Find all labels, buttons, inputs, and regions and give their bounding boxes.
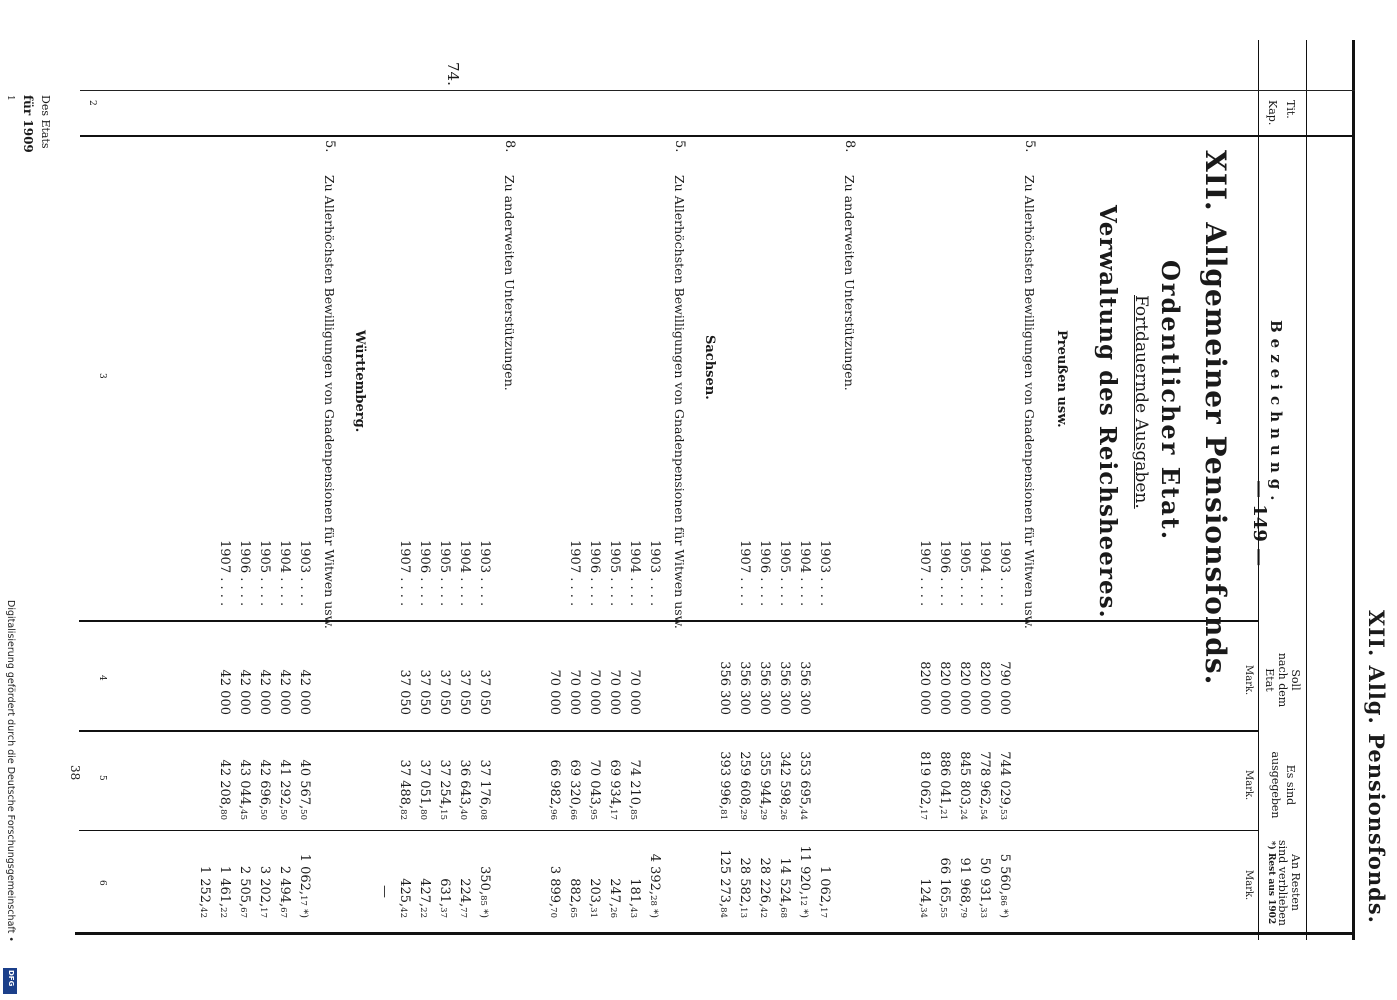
row-ausgegeben-main: 36 643, (457, 759, 472, 810)
row-soll: 37 050 (417, 669, 432, 715)
row-rest-cents: 12 (798, 895, 808, 906)
row-rest-cents: 65 (568, 907, 578, 918)
header-rest-l1: An Resten (1289, 854, 1302, 911)
sec5-tit: 5. (322, 140, 337, 153)
dfg-logo-text: DFG (7, 970, 15, 987)
col-num-3: 3 (97, 373, 107, 379)
row-rest (257, 866, 272, 918)
row-rest (627, 878, 642, 918)
row-rest-main: 427, (417, 878, 432, 908)
row-ausgegeben-cents: 66 (568, 809, 578, 820)
row-rest-cents: 77 (458, 907, 468, 918)
row-ausgegeben (607, 760, 622, 820)
row-rest-cents: 68 (778, 907, 788, 918)
title-fortdauernd: Fortdauernde Ausgaben. (1131, 295, 1151, 509)
row-rest (217, 866, 232, 918)
row-rest-footnote-mark: *) (478, 905, 489, 918)
row-ausgegeben-main: 42 696, (257, 759, 272, 810)
row-ausgegeben-cents: 29 (758, 809, 768, 820)
row-rest-footnote-mark: *) (648, 905, 659, 918)
row-rest-main: 4 392, (647, 853, 662, 896)
row-rest-cents: 22 (418, 907, 428, 918)
row-ausgegeben-main: 43 044, (237, 759, 252, 810)
row-year: 1907 . . . . (917, 540, 932, 607)
row-year: 1903 . . . . (817, 540, 832, 607)
row-soll: 42 000 (237, 669, 252, 715)
row-year: 1906 . . . . (587, 540, 602, 607)
row-ausgegeben-main: 69 934, (607, 759, 622, 810)
page-number: — 149 — (1249, 480, 1270, 567)
header-soll-l1: Soll (1289, 669, 1302, 691)
row-rest (587, 878, 602, 918)
row-ausgegeben (917, 751, 932, 820)
row-rest (647, 854, 662, 918)
row-rest-main: 425, (397, 878, 412, 908)
sec2-tit: 8. (842, 140, 857, 153)
header-tit: Tit. (1284, 100, 1297, 119)
row-rest-cents: 43 (628, 907, 638, 918)
row-rest-cents: 86 (998, 895, 1008, 906)
col-num-6: 6 (97, 880, 107, 886)
table-right-rule (75, 932, 1355, 935)
row-ausgegeben-main: 778 962, (977, 751, 992, 810)
row-ausgegeben-cents: 80 (418, 809, 428, 820)
row-rest (977, 858, 992, 918)
title-ordentlich: Ordentlicher Etat. (1156, 260, 1185, 542)
row-rest-extra-cents: 42 (198, 907, 208, 918)
sec5-label: Zu Allerhöchsten Bewilligungen von Gnadenpensionen für Witwen usw. (322, 175, 337, 629)
row-ausgegeben-cents: 82 (398, 809, 408, 820)
row-ausgegeben-cents: 80 (218, 809, 228, 820)
row-rest-cents: 55 (938, 907, 948, 918)
row-ausgegeben-extra-main: 66 982, (547, 759, 562, 810)
row-rest-extra (547, 866, 562, 918)
row-soll: 820 000 (917, 661, 932, 715)
row-ausgegeben (737, 751, 752, 820)
row-rest-extra-main: 3 899, (547, 865, 562, 908)
title-main: XII. Allgemeiner Pensionsfonds. (1199, 150, 1232, 686)
row-rest-cents: 34 (918, 907, 928, 918)
row-ausgegeben-cents: 44 (798, 809, 808, 820)
row-rest-main: 50 931, (977, 857, 992, 908)
dfg-sidebar (2, 600, 18, 996)
row-rest-main: 28 226, (757, 857, 772, 908)
row-year: 1904 . . . . (797, 540, 812, 607)
row-rest-cents: 67 (278, 907, 288, 918)
row-ausgegeben (977, 751, 992, 820)
row-soll: 790 000 (997, 661, 1012, 715)
header-bezeichnung: Bezeichnung. (1267, 320, 1285, 507)
row-ausgegeben-main: 40 567, (297, 759, 312, 810)
row-ausgegeben-cents: 50 (278, 809, 288, 820)
row-rest-cents: 33 (978, 907, 988, 918)
header-ausg-l2: ausgegeben (1269, 751, 1282, 819)
row-year: 1903 . . . . (997, 540, 1012, 607)
row-rest-main: 203, (587, 878, 602, 908)
row-year: 1905 . . . . (607, 540, 622, 607)
row-ausgegeben (757, 751, 772, 820)
row-rest-cents: 13 (738, 907, 748, 918)
col-sep-kap (80, 90, 1355, 91)
row-year: 1904 . . . . (977, 540, 992, 607)
row-rest-main: 224, (457, 878, 472, 908)
col-num-1: 1 (5, 95, 15, 101)
row-year: 1905 . . . . (437, 540, 452, 607)
row-year: 1904 . . . . (277, 540, 292, 607)
row-ausgegeben-main: 886 041, (937, 751, 952, 810)
kap-number: 74. (444, 62, 462, 86)
row-rest (607, 878, 622, 918)
col-sep-rest (79, 830, 1259, 831)
row-ausgegeben-extra-cents: 96 (548, 809, 558, 820)
row-soll: 70 000 (607, 669, 622, 715)
row-rest (737, 858, 752, 918)
row-rest (297, 854, 312, 918)
row-rest (237, 866, 252, 918)
row-rest (917, 878, 932, 918)
row-soll: 70 000 (627, 669, 642, 715)
row-year: 1904 . . . . (457, 540, 472, 607)
row-rest-cents: 17 (818, 907, 828, 918)
row-year: 1903 . . . . (477, 540, 492, 607)
sec4-tit: 8. (502, 140, 517, 153)
col-sep-header (80, 135, 1355, 137)
row-rest-main: 2 505, (237, 865, 252, 908)
row-year: 1906 . . . . (417, 540, 432, 607)
row-rest-cents: 37 (438, 907, 448, 918)
row-year: 1906 . . . . (937, 540, 952, 607)
row-rest-main: 3 202, (257, 865, 272, 908)
row-rest-extra-main: 125 273, (717, 849, 732, 908)
row-ausgegeben-cents: 50 (298, 809, 308, 820)
header-soll-l2: nach dem (1276, 652, 1289, 708)
row-ausgegeben (417, 760, 432, 820)
row-year: 1907 . . . . (397, 540, 412, 607)
header-rest-l3: *) Rest aus 1902 (1266, 840, 1276, 925)
row-year: 1904 . . . . (627, 540, 642, 607)
row-ausgegeben-cents: 17 (918, 809, 928, 820)
row-soll: 356 300 (737, 661, 752, 715)
sec3-label: Zu Allerhöchsten Bewilligungen von Gnadenpensionen für Witwen usw. (672, 175, 687, 629)
row-rest-cents: 79 (958, 907, 968, 918)
row-rest-main: 247, (607, 878, 622, 908)
row-ausgegeben-cents: 17 (608, 809, 618, 820)
row-soll: 70 000 (567, 669, 582, 715)
row-ausgegeben-main: 845 803, (957, 751, 972, 810)
row-ausgegeben (437, 760, 452, 820)
row-ausgegeben-cents: 40 (458, 809, 468, 820)
row-ausgegeben (397, 760, 412, 820)
header-rest-l2: sind verblieben (1276, 840, 1289, 926)
row-ausgegeben-cents: 85 (628, 809, 638, 820)
row-ausgegeben-main: 69 320, (567, 759, 582, 810)
unit-ausg: Mark. (1243, 770, 1254, 801)
row-ausgegeben-cents: 26 (778, 809, 788, 820)
row-ausgegeben (257, 760, 272, 820)
row-ausgegeben-main: 353 695, (797, 751, 812, 810)
row-ausgegeben (777, 751, 792, 820)
row-rest (417, 878, 432, 918)
row-rest (797, 845, 812, 918)
row-ausgegeben-main: 342 598, (777, 751, 792, 810)
row-rest-cents: 42 (398, 907, 408, 918)
title-verwaltung: Verwaltung des Reichsheeres. (1094, 205, 1121, 619)
row-soll: 37 050 (477, 669, 492, 715)
unit-soll: Mark. (1243, 665, 1254, 696)
row-rest (937, 858, 952, 918)
sec3-tit: 5. (672, 140, 687, 153)
row-year: 1905 . . . . (777, 540, 792, 607)
row-rest-cents: 26 (608, 907, 618, 918)
row-rest (397, 878, 412, 918)
row-rest-extra-cents: 70 (548, 907, 558, 918)
header-kap: Kap. (1266, 100, 1279, 126)
row-soll: 42 000 (297, 669, 312, 715)
row-soll: 37 050 (437, 669, 452, 715)
row-rest (277, 866, 292, 918)
row-rest-cents: 67 (238, 907, 248, 918)
row-soll: 356 300 (797, 661, 812, 715)
row-year: 1903 . . . . (647, 540, 662, 607)
row-rest (757, 858, 772, 918)
row-rest-cents: 31 (588, 907, 598, 918)
header-soll-l3: Etat (1263, 668, 1276, 692)
row-soll: 820 000 (977, 661, 992, 715)
row-soll-extra: 356 300 (717, 661, 732, 715)
row-ausgegeben-cents: 95 (588, 809, 598, 820)
unit-rest: Mark. (1243, 870, 1254, 901)
row-rest-cents: 22 (218, 907, 228, 918)
row-ausgegeben-main: 70 043, (587, 759, 602, 810)
row-rest-dash: — (377, 885, 392, 898)
row-soll: 356 300 (777, 661, 792, 715)
row-ausgegeben-cents: 21 (938, 809, 948, 820)
row-soll: 42 000 (257, 669, 272, 715)
row-rest-footnote-mark: *) (298, 905, 309, 918)
row-ausgegeben-main: 744 029, (997, 751, 1012, 810)
row-ausgegeben-cents: 54 (978, 809, 988, 820)
row-ausgegeben (797, 751, 812, 820)
row-rest-cents: 17 (258, 907, 268, 918)
row-year: 1907 . . . . (567, 540, 582, 607)
row-soll: 42 000 (217, 669, 232, 715)
row-ausgegeben (277, 760, 292, 820)
row-rest-main: 631, (437, 878, 452, 908)
row-soll: 820 000 (937, 661, 952, 715)
running-title: XII. Allg. Pensionsfonds. (1364, 610, 1389, 924)
row-ausgegeben (627, 760, 642, 820)
header-col-num-rule (1306, 40, 1307, 940)
row-year: 1903 . . . . (297, 540, 312, 607)
col-num-5: 5 (97, 775, 107, 781)
row-ausgegeben-main: 819 062, (917, 751, 932, 810)
header-col1-line2: für 1909 (21, 95, 35, 153)
row-rest-main: 181, (627, 878, 642, 908)
row-ausgegeben (297, 760, 312, 820)
row-year: 1907 . . . . (217, 540, 232, 607)
row-ausgegeben-extra (547, 760, 562, 820)
row-rest-main: 11 920, (797, 845, 812, 896)
row-ausgegeben-main: 42 208, (217, 759, 232, 810)
region-wuerttemberg: Württemberg. (352, 330, 367, 433)
row-rest-extra (197, 866, 212, 918)
header-ausg-l1: Es sind (1284, 764, 1297, 806)
row-ausgegeben-main: 74 210, (627, 759, 642, 810)
row-rest-main: 1 062, (297, 853, 312, 896)
row-rest (477, 866, 492, 918)
header-bottom-rule (1258, 40, 1259, 940)
region-sachsen: Sachsen. (702, 335, 717, 400)
row-ausgegeben-main: 37 176, (477, 759, 492, 810)
row-soll: 42 000 (277, 669, 292, 715)
row-ausgegeben (937, 751, 952, 820)
col-num-4: 4 (97, 675, 107, 681)
row-rest (777, 858, 792, 918)
row-ausgegeben-main: 37 488, (397, 759, 412, 810)
row-ausgegeben-cents: 15 (438, 809, 448, 820)
row-rest-main: 2 494, (277, 865, 292, 908)
row-year: 1905 . . . . (957, 540, 972, 607)
sec4-label: Zu anderweiten Unterstützungen. (502, 175, 517, 391)
row-ausgegeben-main: 259 608, (737, 751, 752, 810)
row-ausgegeben-cents: 29 (738, 809, 748, 820)
row-ausgegeben (567, 760, 582, 820)
row-ausgegeben-cents: 53 (998, 809, 1008, 820)
sec1-tit: 5. (1022, 140, 1037, 153)
row-ausgegeben-main: 37 254, (437, 759, 452, 810)
dfg-sidebar-text-wrap (2, 600, 18, 996)
row-rest (817, 866, 832, 918)
row-ausgegeben (587, 760, 602, 820)
row-rest-cents: 85 (478, 895, 488, 906)
row-rest (997, 854, 1012, 918)
row-ausgegeben-cents: 24 (958, 809, 968, 820)
row-ausgegeben (957, 751, 972, 820)
row-rest (957, 858, 972, 918)
row-rest (567, 878, 582, 918)
row-ausgegeben-cents: 08 (478, 809, 488, 820)
dfg-logo (3, 968, 17, 994)
row-rest (437, 878, 452, 918)
row-soll: 356 300 (757, 661, 772, 715)
row-year: 1906 . . . . (237, 540, 252, 607)
row-rest-footnote-mark: *) (798, 905, 809, 918)
row-ausgegeben-main: 37 051, (417, 759, 432, 810)
row-rest-cents: 42 (758, 907, 768, 918)
col-sep-ausg (79, 730, 1259, 732)
row-ausgegeben (457, 760, 472, 820)
col-num-2: 2 (87, 100, 97, 106)
row-rest-cents: 17 (298, 895, 308, 906)
row-rest-cents: 28 (648, 895, 658, 906)
row-ausgegeben-main: 355 944, (757, 751, 772, 810)
row-soll: 37 050 (397, 669, 412, 715)
row-rest-main: 882, (567, 878, 582, 908)
row-soll: 70 000 (587, 669, 602, 715)
row-rest-main: 1 062, (817, 865, 832, 908)
row-soll: 37 050 (457, 669, 472, 715)
row-rest-main: 350, (477, 866, 492, 896)
row-ausgegeben-cents: 45 (238, 809, 248, 820)
row-rest (457, 878, 472, 918)
row-rest-main: 14 524, (777, 857, 792, 908)
row-rest-main: 1 461, (217, 865, 232, 908)
row-soll: 820 000 (957, 661, 972, 715)
row-ausgegeben (237, 760, 252, 820)
table-top-rule (1352, 40, 1355, 940)
row-ausgegeben-main: 41 292, (277, 759, 292, 810)
row-ausgegeben (217, 760, 232, 820)
row-rest-main: 91 968, (957, 857, 972, 908)
row-ausgegeben (477, 760, 492, 820)
row-rest-extra (717, 849, 732, 918)
row-rest-main: 5 560, (997, 853, 1012, 896)
row-rest-extra-main: 1 252, (197, 865, 212, 908)
dfg-sidebar-text: Digitalisierung gefördert durch die Deutsche Forschungsgemeinschaft • (5, 600, 16, 942)
row-ausgegeben-extra (717, 751, 732, 820)
row-soll-extra: 70 000 (547, 669, 562, 715)
row-ausgegeben-extra-cents: 81 (718, 809, 728, 820)
row-rest-main: 124, (917, 878, 932, 908)
row-rest-main: 66 165, (937, 857, 952, 908)
row-year: 1907 . . . . (737, 540, 752, 607)
sec1-label: Zu Allerhöchsten Bewilligungen von Gnadenpensionen für Witwen usw. (1022, 175, 1037, 629)
region-preussen: Preußen usw. (1054, 330, 1069, 428)
row-rest-extra-cents: 84 (718, 907, 728, 918)
row-year: 1906 . . . . (757, 540, 772, 607)
row-ausgegeben (997, 751, 1012, 820)
row-rest-footnote-mark: *) (998, 905, 1009, 918)
header-col1-line1: Des Etats (39, 95, 52, 149)
footer-sig: 38 (68, 765, 82, 781)
sec2-label: Zu anderweiten Unterstützungen. (842, 175, 857, 391)
row-ausgegeben-cents: 50 (258, 809, 268, 820)
row-year: 1905 . . . . (257, 540, 272, 607)
row-rest-main: 28 582, (737, 857, 752, 908)
row-ausgegeben-extra-main: 393 996, (717, 751, 732, 810)
col-sep-soll (79, 620, 1259, 622)
